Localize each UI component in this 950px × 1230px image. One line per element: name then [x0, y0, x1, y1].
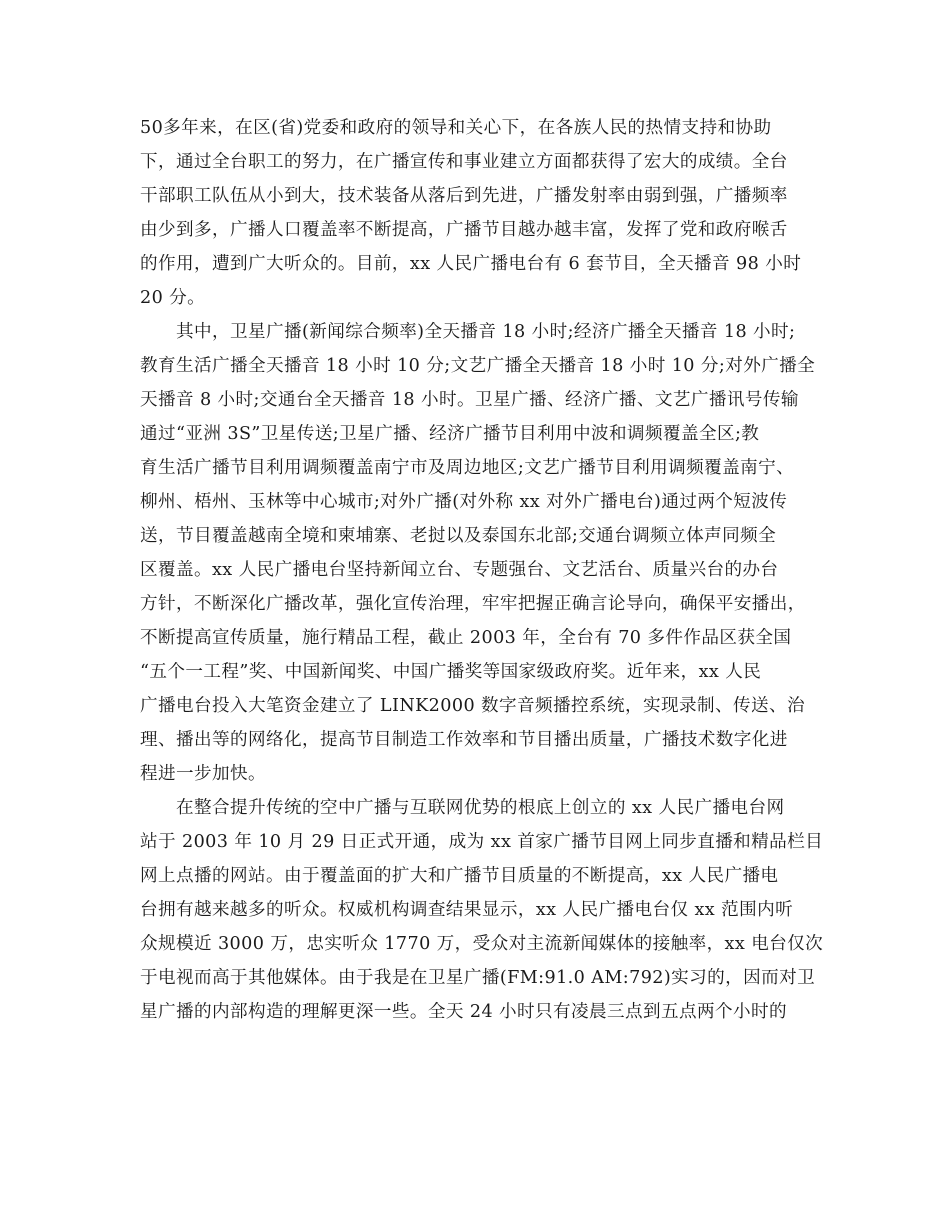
text-line: 网上点播的网站。由于覆盖面的扩大和广播节目质量的不断提高，xx 人民广播电: [140, 866, 779, 886]
text-line: 广播电台投入大笔资金建立了 LINK2000 数字音频播控系统，实现录制、传送、治: [140, 696, 805, 716]
text-line: 在整合提升传统的空中广播与互联网优势的根底上创立的 xx 人民广播电台网: [176, 798, 785, 818]
text-line: 育生活广播节目利用调频覆盖南宁市及周边地区;文艺广播节目利用调频覆盖南宁、: [140, 458, 795, 478]
text-line: 下，通过全台职工的努力，在广播宣传和事业建立方面都获得了宏大的成绩。全台: [140, 152, 788, 172]
text-line: 天播音 8 小时;交通台全天播音 18 小时。卫星广播、经济广播、文艺广播讯号传输: [140, 390, 799, 410]
text-line: 20 分。: [140, 288, 206, 308]
text-line: “五个一工程”奖、中国新闻奖、中国广播奖等国家级政府奖。近年来，xx 人民: [140, 662, 762, 682]
text-line: 送，节目覆盖越南全境和柬埔寨、老挝以及泰国东北部;交通台调频立体声同频全: [140, 526, 777, 546]
text-line: 区覆盖。xx 人民广播电台坚持新闻立台、专题强台、文艺活台、质量兴台的办台: [140, 560, 779, 580]
text-line: 星广播的内部构造的理解更深一些。全天 24 小时只有凌晨三点到五点两个小时的: [140, 1002, 787, 1022]
text-line: 理、播出等的网络化，提高节目制造工作效率和节目播出质量，广播技术数字化进: [140, 730, 788, 750]
text-line: 教育生活广播全天播音 18 小时 10 分;文艺广播全天播音 18 小时 10 分;对外广播全: [140, 356, 816, 376]
text-line: 站于 2003 年 10 月 29 日正式开通，成为 xx 首家广播节目网上同步直播和精品栏目: [140, 832, 824, 852]
text-line: 不断提高宣传质量，施行精品工程，截止 2003 年，全台有 70 多件作品区获全国: [140, 628, 792, 648]
text-line: 的作用，遭到广大听众的。目前，xx 人民广播电台有 6 套节目，全天播音 98 小时: [140, 254, 802, 274]
text-line: 程进一步加快。: [140, 764, 266, 784]
text-line: 众规模近 3000 万，忠实听众 1770 万，受众对主流新闻媒体的接触率，xx 电台仅次: [140, 934, 824, 954]
text-line: 柳州、梧州、玉林等中心城市;对外广播(对外称 xx 对外广播电台)通过两个短波传: [140, 492, 788, 512]
text-line: 50多年来，在区(省)党委和政府的领导和关心下，在各族人民的热情支持和协助: [140, 118, 772, 138]
text-line: 其中，卫星广播(新闻综合频率)全天播音 18 小时;经济广播全天播音 18 小时;: [176, 322, 796, 342]
text-line: 台拥有越来越多的听众。权威机构调查结果显示，xx 人民广播电台仅 xx 范围内听: [140, 900, 794, 920]
text-line: 于电视而高于其他媒体。由于我是在卫星广播(FM:91.0 AM:792)实习的，因而对卫: [140, 968, 816, 988]
text-line: 由少到多，广播人口覆盖率不断提高，广播节目越办越丰富，发挥了党和政府喉舌: [140, 220, 788, 240]
text-line: 方针，不断深化广播改革，强化宣传治理，牢牢把握正确言论导向，确保平安播出，: [140, 594, 806, 614]
text-line: 通过“亚洲 3S”卫星传送;卫星广播、经济广播节目利用中波和调频覆盖全区;教: [140, 424, 760, 444]
text-line: 干部职工队伍从小到大，技术装备从落后到先进，广播发射率由弱到强，广播频率: [140, 186, 788, 206]
